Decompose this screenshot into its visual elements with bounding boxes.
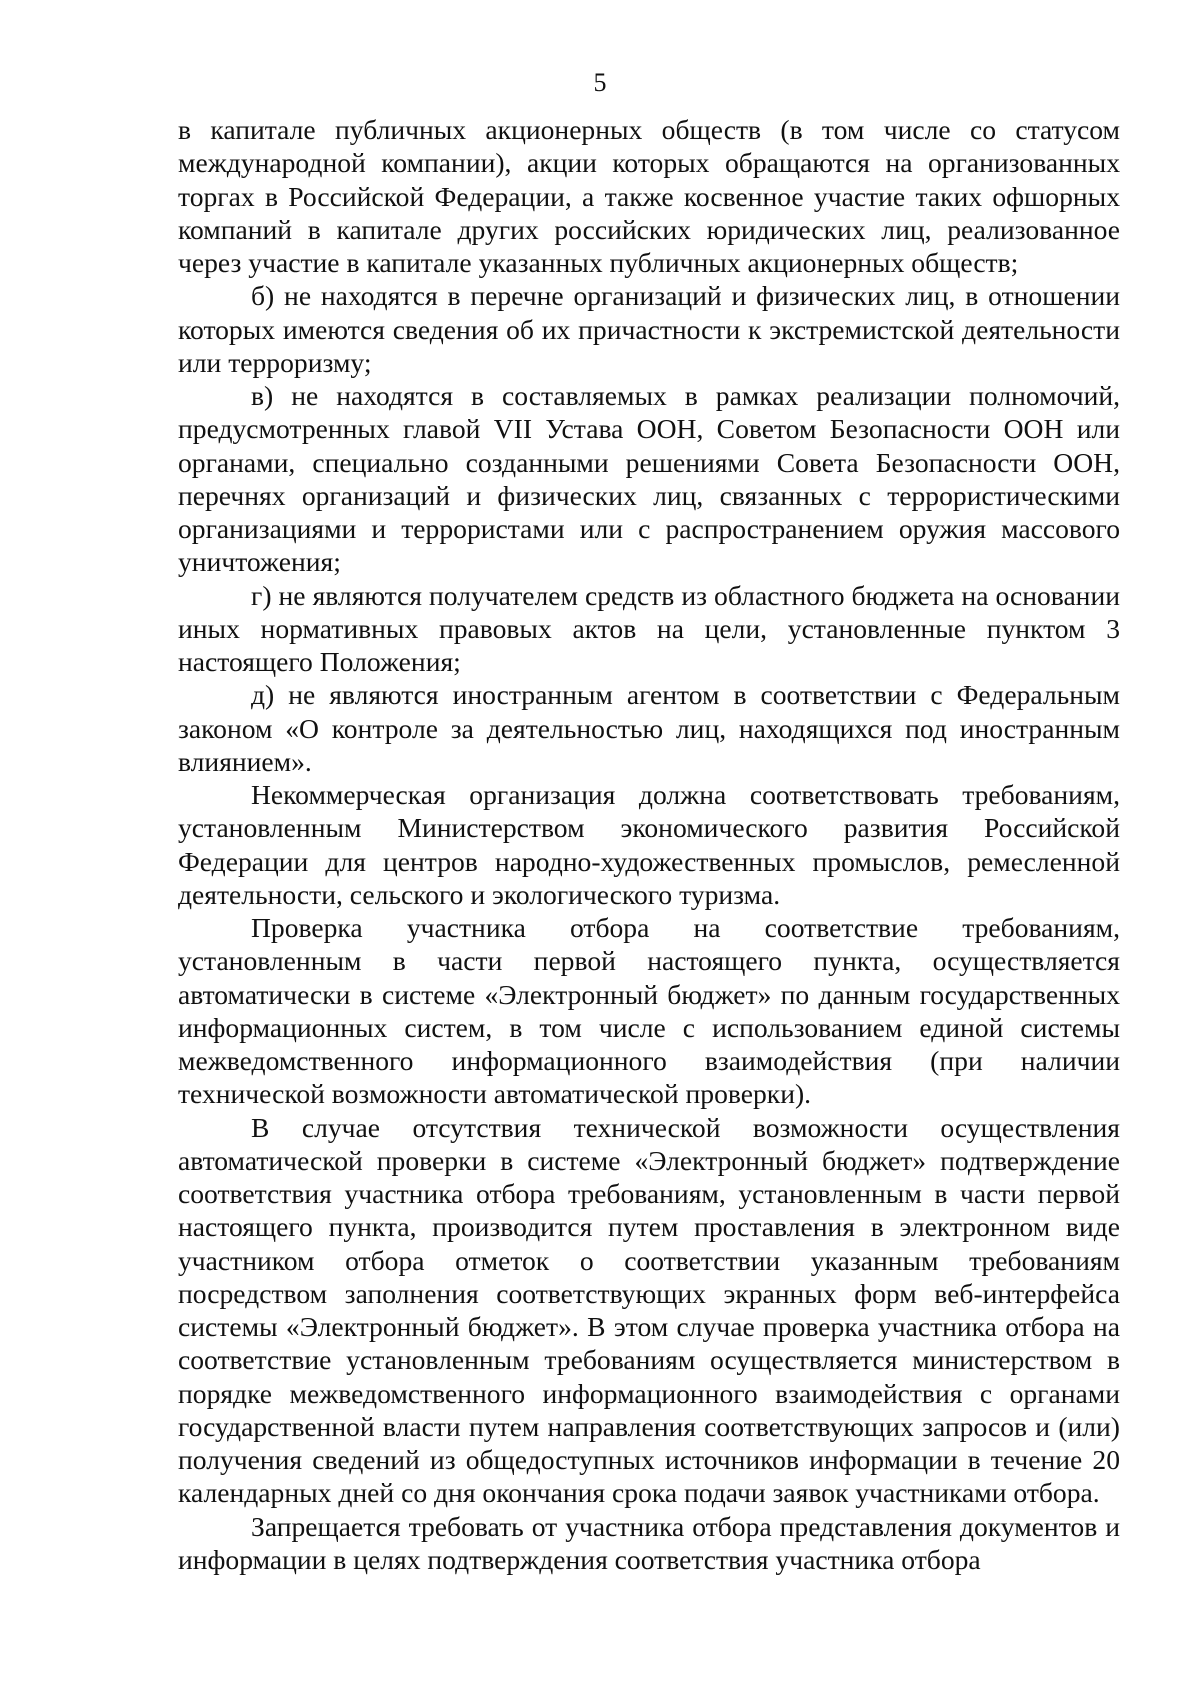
paragraph-item-g: г) не являются получателем средств из областного бюджета на основании иных нормативных правовых актов на цели, установленные пунктом 3 настоящего Положения; [178, 579, 1120, 677]
paragraph-automatic-check: Проверка участника отбора на соответствие требованиям, установленным в части первой настоящего пункта, осуществляется автоматически в системе «Электронный бюджет» по данным государственных информационных систем, в том числе с использованием единой системы межведомственного информационного взаимодействия (при наличии технической возможности автоматической проверки). [178, 912, 1120, 1110]
paragraph-nonprofit-requirements: Некоммерческая организация должна соответствовать требованиям, установленным Министерством экономического развития Российской Федерации для центров народно-художественных промыслов, ремесленной деятельности, сельского и экологического туризма. [178, 779, 1120, 910]
paragraph-prohibition: Запрещается требовать от участника отбора представления документов и информации в целях подтверждения соответствия участника отбора [178, 1510, 1120, 1575]
paragraph-item-b: б) не находятся в перечне организаций и физических лиц, в отношении которых имеются сведения об их причастности к экстремистской деятельности или терроризму; [178, 280, 1120, 378]
paragraph-continuation: в капитале публичных акционерных обществ (в том числе со статусом международной компании), акции которых обращаются на организованных торгах в Российской Федерации, а также косвенное участие таких офшорных компаний в капитале других российских юридических лиц, реализованное через участие в капитале указанных публичных акционерных обществ; [178, 114, 1120, 278]
paragraph-item-v: в) не находятся в составляемых в рамках реализации полномочий, предусмотренных главой VII Устава ООН, Советом Безопасности ООН или органами, специально созданными решениями Совета Безопасности ООН, перечнях организаций и физических лиц, связанных с террористическими организациями и террористами или с распространением оружия массового уничтожения; [178, 380, 1120, 578]
paragraph-item-d: д) не являются иностранным агентом в соответствии с Федеральным законом «О контроле за деятельностью лиц, находящихся под иностранным влиянием». [178, 679, 1120, 777]
paragraph-manual-check: В случае отсутствия технической возможности осуществления автоматической проверки в системе «Электронный бюджет» подтверждение соответствия участника отбора требованиям, установленным в части первой настоящего пункта, производится путем проставления в электронном виде участником отбора отметок о соответствии указанным требованиям посредством заполнения соответствующих экранных форм веб-интерфейса системы «Электронный бюджет». В этом случае проверка участника отбора на соответствие установленным требованиям осуществляется министерством в порядке межведомственного информационного взаимодействия с органами государственной власти путем направления соответствующих запросов и (или) получения сведений из общедоступных источников информации в течение 20 календарных дней со дня окончания срока подачи заявок участниками отбора. [178, 1111, 1120, 1509]
document-body [178, 113, 1120, 1576]
page-number: 5 [593, 68, 607, 97]
